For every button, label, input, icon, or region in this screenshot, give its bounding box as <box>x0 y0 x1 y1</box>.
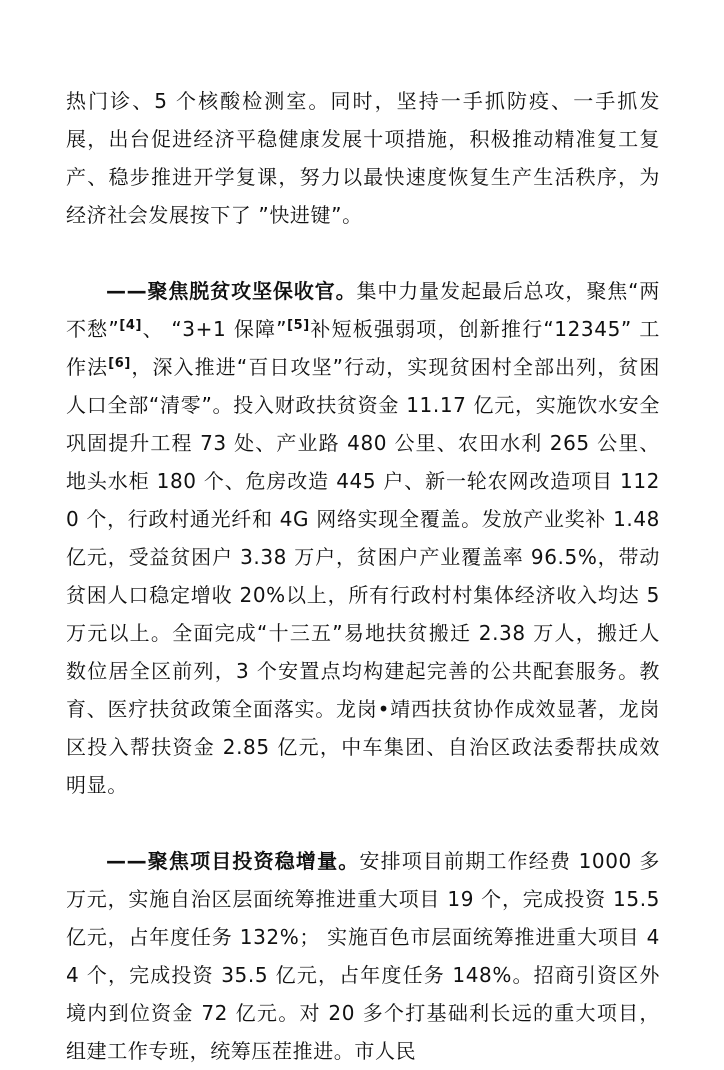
section-heading-poverty: ——聚焦脱贫攻坚保收官。 <box>106 279 357 303</box>
section-heading-investment: ——聚焦项目投资稳增量。 <box>106 849 360 873</box>
footnote-ref-5[interactable]: [5] <box>287 318 310 333</box>
investment-text: 安排项目前期工作经费 1000 多万元，实施自治区层面统筹推进重大项目 19 个，完成投资 15.5 亿元，占年度任务 132%； 实施百色市层面统筹推进重大项目 44 个，完成投资 35.5 亿元，占年度任务 148%。招商引资区外境内到位资金 72 亿元。对 20 多个打基础利长远的重大项目，组建工作专班，统筹压茬推进。市人民 <box>66 849 660 1063</box>
poverty-text-part-2: 、 “3+1 保障” <box>142 317 288 341</box>
paragraph-project-investment <box>66 842 660 1070</box>
footnote-ref-6[interactable]: [6] <box>108 356 131 371</box>
paragraph-epidemic-response: 热门诊、5 个核酸检测室。同时，坚持一手抓防疫、一手抓发展，出台促进经济平稳健康发展十项措施，积极推动精准复工复产、稳步推进开学复课，努力以最快速度恢复生产生活秩序，为经济社会发展按下了 ”快进键”。 <box>66 89 660 227</box>
poverty-text-part-1: 集中力量发起最后总攻，聚焦“两不愁” <box>66 279 660 341</box>
poverty-text-part-4: ，深入推进“百日攻坚”行动，实现贫困村全部出列，贫困人口全部“清零”。投入财政扶贫资金 11.17 亿元，实施饮水安全巩固提升工程 73 处、产业路 480 公里、农田水利 265 公里、地头水柜 180 个、危房改造 445 户、新一轮农网改造项目 1120 个，行政村通光纤和 4G 网络实现全覆盖。发放产业奖补 1.48 亿元，受益贫困户 3.38 万户，贫困户产业覆盖率 96.5%，带动贫困人口稳定增收 20%以上，所有行政村村集体经济收入均达 5 万元以上。全面完成“十三五”易地扶贫搬迁 2.38 万人，搬迁人数位居全区前列，3 个安置点均构建起完善的公共配套服务。教育、医疗扶贫政策全面落实。龙岗•靖西扶贫协作成效显著，龙岗区投入帮扶资金 2.85 亿元，中车集团、自治区政法委帮扶成效明显。 <box>66 355 660 797</box>
document-page <box>66 82 660 1070</box>
paragraph-gap <box>66 804 660 842</box>
poverty-text-part-3: 补短板强弱项，创新推行“12345” 工作法 <box>66 317 660 379</box>
paragraph-gap <box>66 234 660 272</box>
footnote-ref-4[interactable]: [4] <box>119 318 143 333</box>
paragraph-poverty-alleviation <box>66 272 660 804</box>
